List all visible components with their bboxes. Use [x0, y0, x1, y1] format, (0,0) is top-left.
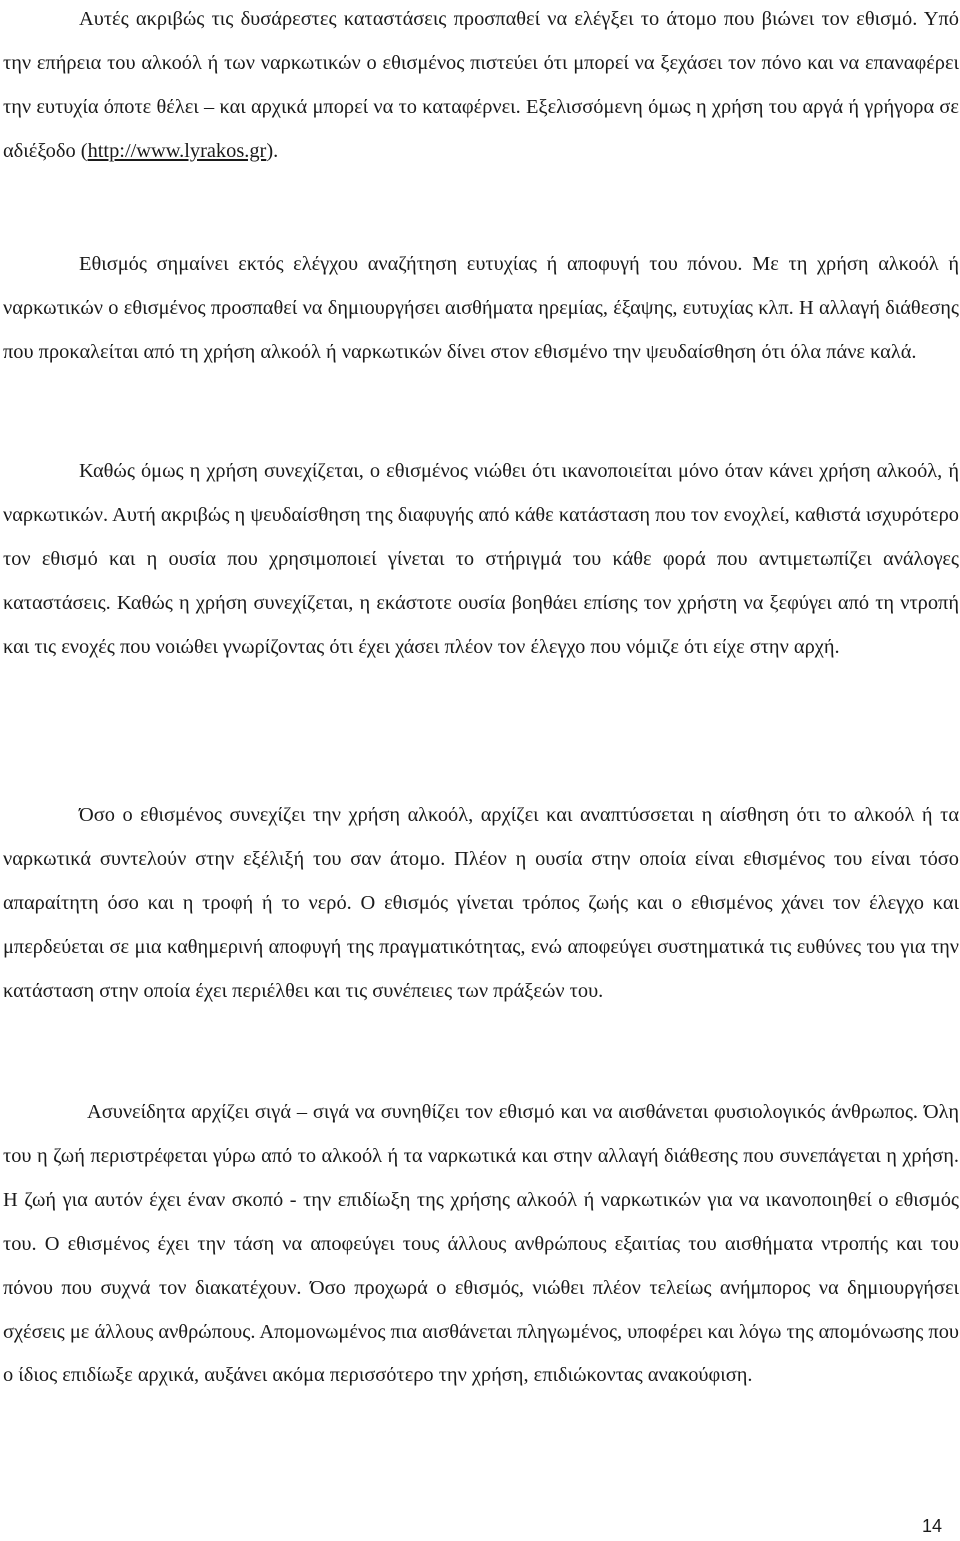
paragraph-3: Καθώς όμως η χρήση συνεχίζεται, ο εθισμένος νιώθει ότι ικανοποιείται μόνο όταν κάνει χρήση αλκοόλ, ή ναρκωτικών. Αυτή ακριβώς η ψευδαίσθηση της διαφυγής από κάθε κατάσταση που τον ενοχλεί, καθιστά ισχυρότερο τον εθισμό και η ουσία που χρησιμοποιεί γίνεται το στήριγμά του κάθε φορά που αντιμετωπίζει ανάλογες καταστάσεις. Καθώς η χρήση συνεχίζεται, η εκάστοτε ουσία βοηθάει επίσης τον χρήστη να ξεφύγει από τη ντροπή και τις ενοχές που νοιώθει γνωρίζοντας ότι έχει χάσει πλέον τον έλεγχο που νόμιζε ότι είχε στην αρχή.: [3, 460, 959, 658]
paragraph-1-end: ).: [266, 139, 279, 162]
lyrakos-link[interactable]: http://www.lyrakos.gr: [87, 139, 267, 162]
paragraph-5: Ασυνείδητα αρχίζει σιγά – σιγά να συνηθίζει τον εθισμό και να αισθάνεται φυσιολογικός άνθρωπος. Όλη του η ζωή περιστρέφεται γύρω από το αλκοόλ ή τα ναρκωτικά και στην αλλαγή διάθεσης που συνεπάγεται η χρήση. Η ζωή για αυτόν έχει έναν σκοπό - την επιδίωξη της χρήσης αλκοόλ ή ναρκωτικών για να ικανοποιηθεί ο εθισμός του. Ο εθισμένος έχει την τάση να αποφεύγει τους άλλους ανθρώπους εξαιτίας του αισθήματα ντροπής και του πόνου που συχνά τον διακατέχουν. Όσο προχωρά ο εθισμός, νιώθει πλέον τελείως ανήμπορος να δημιουργήσει σχέσεις με άλλους ανθρώπους. Απομονωμένος πια αισθάνεται πληγωμένος, υποφέρει και λόγω της απομόνωσης που ο ίδιος επιδίωξε αρχικά, αυξάνει ακόμα περισσότερο την χρήση, επιδιώκοντας ανακούφιση.: [3, 1101, 959, 1387]
paragraph-2: Εθισμός σημαίνει εκτός ελέγχου αναζήτηση ευτυχίας ή αποφυγή του πόνου. Με τη χρήση αλκοόλ ή ναρκωτικών ο εθισμένος προσπαθεί να δημιουργήσει αισθήματα ηρεμίας, έξαψης, ευτυχίας κλπ. Η αλλαγή διάθεσης που προκαλείται από τη χρήση αλκοόλ ή ναρκωτικών δίνει στον εθισμένο την ψευδαίσθηση ότι όλα πάνε καλά.: [3, 253, 959, 363]
paragraph-4: Όσο ο εθισμένος συνεχίζει την χρήση αλκοόλ, αρχίζει και αναπτύσσεται η αίσθηση ότι το αλκοόλ ή τα ναρκωτικά συντελούν στην εξέλιξή του σαν άτομο. Πλέον η ουσία στην οποία είναι εθισμένος του είναι τόσο απαραίτητη όσο και η τροφή ή το νερό. Ο εθισμός γίνεται τρόπος ζωής και ο εθισμένος χάνει τον έλεγχο και μπερδεύεται σε μια καθημερινή αποφυγή της πραγματικότητας, ενώ αποφεύγει συστηματικά τις ευθύνες του για την κατάσταση στην οποία έχει περιέλθει και τις συνέπειες των πράξεών του.: [3, 804, 959, 1002]
paragraph-1: [3, 0, 959, 174]
paragraph-1-text: Αυτές ακριβώς τις δυσάρεστες καταστάσεις προσπαθεί να ελέγξει το άτομο που βιώνει τον εθισμό. Υπό την επήρεια του αλκοόλ ή των ναρκωτικών ο εθισμένος πιστεύει ότι μπορεί να ξεχάσει τον πόνο και να επαναφέρει την ευτυχία όποτε θέλει – και αρχικά μπορεί να το καταφέρνει. Εξελισσόμενη όμως η χρήση του αργά ή γρήγορα σε αδιέξοδο (: [3, 8, 959, 162]
page-number: 14: [921, 1516, 942, 1536]
